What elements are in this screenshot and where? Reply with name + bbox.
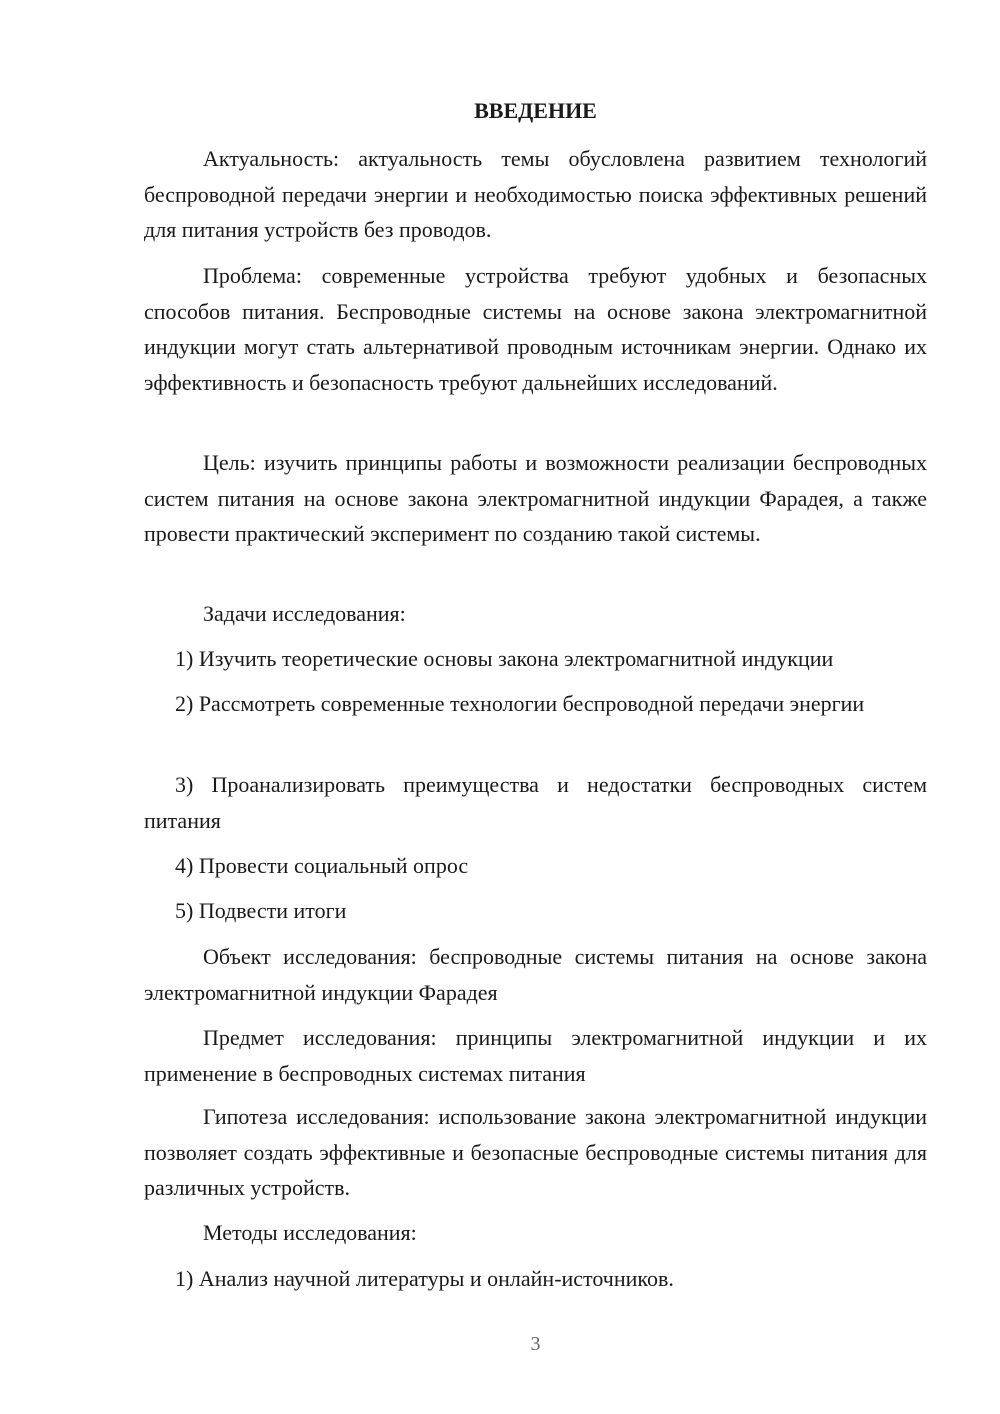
- method-item-1: 1) Анализ научной литературы и онлайн-источников.: [175, 1266, 674, 1291]
- task-item-4: 4) Провести социальный опрос: [175, 853, 469, 878]
- paragraph-object: Объект исследования: беспроводные системы питания на основе закона электромагнитной индукции Фарадея: [144, 944, 927, 1005]
- section-title: ВВЕДЕНИЕ: [474, 98, 597, 123]
- task-item-3: 3) Проанализировать преимущества и недостатки беспроводных систем питания: [144, 772, 927, 833]
- paragraph-hypothesis: Гипотеза исследования: использование закона электромагнитной индукции позволяет создать эффективные и безопасные беспроводные системы питания для различных устройств.: [144, 1104, 927, 1200]
- tasks-heading: Задачи исследования:: [203, 601, 406, 626]
- methods-heading: Методы исследования:: [203, 1220, 417, 1245]
- task-item-5: 5) Подвести итоги: [175, 898, 347, 923]
- task-item-2: 2) Рассмотреть современные технологии беспроводной передачи энергии: [175, 691, 865, 716]
- paragraph-relevance: Актуальность: актуальность темы обусловлена развитием технологий беспроводной передачи энергии и необходимостью поиска эффективных решений для питания устройств без проводов.: [144, 146, 927, 242]
- paragraph-problem: Проблема: современные устройства требуют удобных и безопасных способов питания. Беспроводные системы на основе закона электромагнитной индукции могут стать альтернативой проводным источникам энергии. Однако их эффективность и безопасность требуют дальнейших исследований.: [144, 263, 927, 395]
- paragraph-subject: Предмет исследования: принципы электромагнитной индукции и их применение в беспроводных системах питания: [144, 1025, 927, 1086]
- page-number: 3: [530, 1333, 541, 1355]
- document-page: [144, 0, 927, 1414]
- paragraph-goal: Цель: изучить принципы работы и возможности реализации беспроводных систем питания на основе закона электромагнитной индукции Фарадея, а также провести практический эксперимент по созданию такой системы.: [144, 450, 927, 546]
- task-item-1: 1) Изучить теоретические основы закона электромагнитной индукции: [175, 646, 834, 671]
